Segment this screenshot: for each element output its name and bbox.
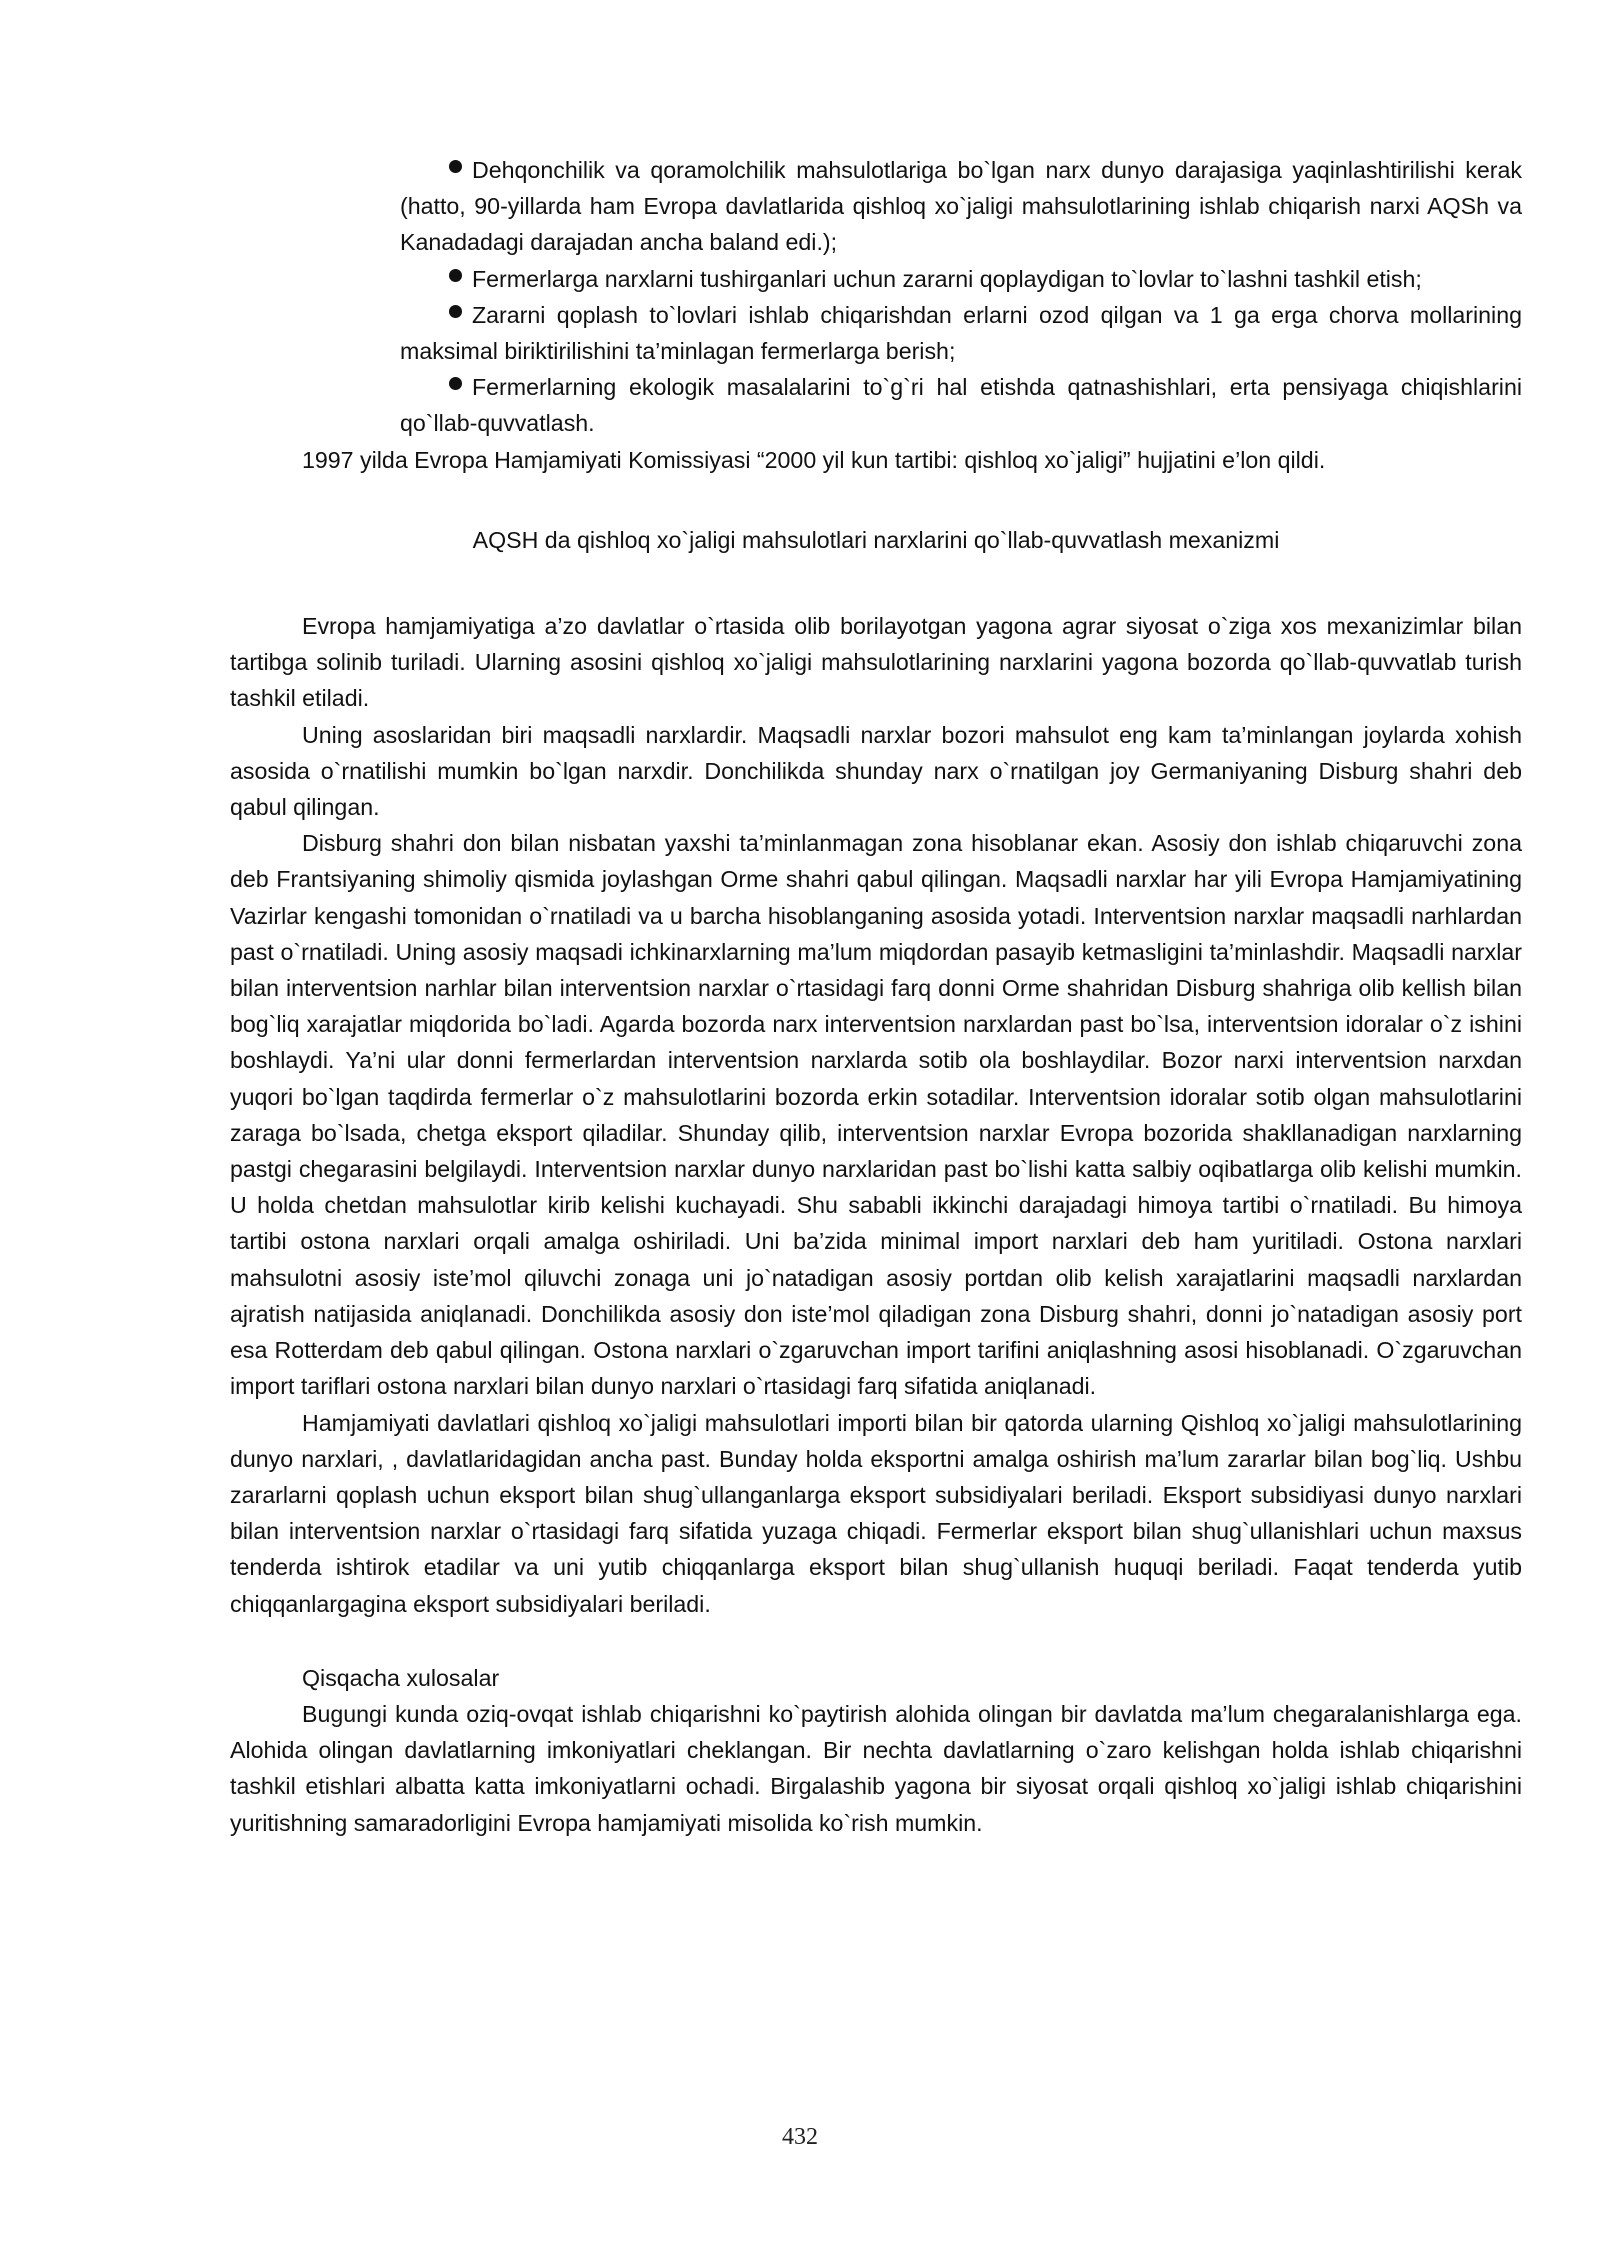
body-paragraph: Hamjamiyati davlatlari qishloq xo`jaligi mahsulotlari importi bilan bir qatorda ularning Qishloq xo`jaligi mahsulotlarining dunyo narxlari, , davlatlaridagidan ancha past. Bunday holda eksportni amalga oshirish ma’lum zararlar bilan bog`liq. Ushbu zararlarni qoplash uchun eksport bilan shug`ullanganlarga eksport subsidiyalari beriladi. Eksport subsidiyasi dunyo narxlari bilan interventsion narxlar o`rtasidagi farq sifatida yuzaga chiqadi. Fermerlar eksport bilan shug`ullanishlari uchun maxsus tenderda ishtirok etadilar va uni yutib chiqqanlarga eksport bilan shug`ullanish huquqi beriladi. Faqat tenderda yutib chiqqanlargagina eksport subsidiyalari beriladi. [230,1409,1522,1617]
bullet-item [400,152,1522,261]
section-heading: AQSH da qishloq xo`jaligi mahsulotlari narxlarini qo`llab-quvvatlash mexanizmi [472,526,1280,553]
bullet-item [400,261,1522,297]
page-content [230,152,1522,1841]
bullet-text: Dehqonchilik va qoramolchilik mahsulotlariga bo`lgan narx dunyo darajasiga yaqinlashtirilishi kerak (hatto, 90-yillarda ham Evropa davlatlarida qishloq xo`jaligi mahsulotlarining ishlab chiqarish narxi AQSh va Kanadadagi darajadan ancha baland edi.); [400,157,1522,256]
body-paragraph: Disburg shahri don bilan nisbatan yaxshi ta’minlanmagan zona hisoblanar ekan. Asosiy don ishlab chiqaruvchi zona deb Frantsiyaning shimoliy qismida joylashgan Orme shahri qabul qilingan. Maqsadli narxlar har yili Evropa Hamjamiyatining Vazirlar kengashi tomonidan o`rnatiladi va u barcha hisoblanganing asosida yotadi. Interventsion narxlar maqsadli narhlardan past o`rnatiladi. Uning asosiy maqsadi ichkinarxlarning ma’lum miqdordan pasayib ketmasligini ta’minlashdir. Maqsadli narxlar bilan interventsion narhlar bilan interventsion narxlar o`rtasidagi farq donni Orme shahridan Disburg shahriga olib kellish bilan bog`liq xarajatlar miqdorida bo`ladi. Agarda bozorda narx interventsion narxlardan past bo`lsa, interventsion idoralar o`z ishini boshlaydi. Ya’ni ular donni fermerlardan interventsion narxlarda sotib ola boshlaydilar. Bozor narxi interventsion narxdan yuqori bo`lgan taqdirda fermerlar o`z mahsulotlarini bozorda erkin sotadilar. Interventsion idoralar sotib olgan mahsulotlarini zaraga bo`lsada, chetga eksport qiladilar. Shunday qilib, interventsion narxlar Evropa bozorida shakllanadigan narxlarning pastgi chegarasini belgilaydi. Interventsion narxlar dunyo narxlaridan past bo`lishi katta salbiy oqibatlarga olib kelishi mumkin. U holda chetdan mahsulotlar kirib kelishi kuchayadi. Shu sababli ikkinchi darajadagi himoya tartibi o`rnatiladi. Bu himoya tartibi ostona narxlari orqali amalga oshiriladi. Uni ba’zida minimal import narxlari deb ham yuritiladi. Ostona narxlari mahsulotni asosiy iste’mol qiluvchi zonaga uni jo`natadigan asosiy portdan olib kelish xarajatlarini maqsadli narxlardan ajratish natijasida aniqlanadi. Donchilikda asosiy don iste’mol qiladigan zona Disburg shahri, donni jo`natadigan asosiy port esa Rotterdam deb qabul qilingan. Ostona narxlari o`zgaruvchan import tarifini aniqlashning asosi hisoblanadi. O`zgaruvchan import tariflari ostona narxlari bilan dunyo narxlari o`rtasidagi farq sifatida aniqlanadi. [230,830,1522,1400]
spacer [230,1622,1522,1660]
bullet-icon [449,269,462,282]
bullet-list [400,152,1522,442]
summary-paragraph: Bugungi kunda oziq-ovqat ishlab chiqarishni ko`paytirish alohida olingan bir davlatda ma’lum chegaralanishlarga ega. Alohida olingan davlatlarning imkoniyatlari cheklangan. Bir nechta davlatlarning o`zaro kelishgan holda ishlab chiqarishni tashkil etishlari albatta katta imkoniyatlarni ochadi. Birgalashib yagona bir siyosat orqali qishloq xo`jaligi ishlab chiqarishini yuritishning samaradorligini Evropa hamjamiyati misolida ko`rish mumkin. [230,1700,1522,1836]
bullet-item [400,297,1522,369]
bullet-text: Fermerlarga narxlarni tushirganlari uchun zararni qoplaydigan to`lovlar to`lashni tashkil etish; [472,265,1422,292]
bullet-text: Zararni qoplash to`lovlari ishlab chiqarishdan erlarni ozod qilgan va 1 ga erga chorva mollarining maksimal biriktirilishini ta’minlagan fermerlarga berish; [400,301,1522,365]
bullet-icon [449,160,462,173]
bullet-item [400,369,1522,441]
intro-line: 1997 yilda Evropa Hamjamiyati Komissiyasi “2000 yil kun tartibi: qishloq xo`jaligi” hujjatini e’lon qildi. [302,446,1326,473]
bullet-icon [449,377,462,390]
page-number: 432 [782,2124,818,2150]
body-paragraph: Uning asoslaridan biri maqsadli narxlardir. Maqsadli narxlar bozori mahsulot eng kam ta’minlangan joylarda xohish asosida o`rnatilishi mumkin bo`lgan narxdir. Donchilikda shunday narx o`rnatilgan joy Germaniyaning Disburg shahri deb qabul qilingan. [230,721,1522,821]
bullet-text: Fermerlarning ekologik masalalarini to`g`ri hal etishda qatnashishlari, erta pensiyaga chiqishlarini qo`llab-quvvatlash. [400,374,1522,437]
body-paragraph: Evropa hamjamiyatiga a’zo davlatlar o`rtasida olib borilayotgan yagona agrar siyosat o`ziga xos mexanizimlar bilan tartibga solinib turiladi. Ularning asosini qishloq xo`jaligi mahsulotlarining narxlarini yagona bozorda qo`llab-quvvatlab turish tashkil etiladi. [230,613,1522,712]
bullet-icon [449,305,462,318]
summary-heading: Qisqacha xulosalar [302,1664,500,1691]
